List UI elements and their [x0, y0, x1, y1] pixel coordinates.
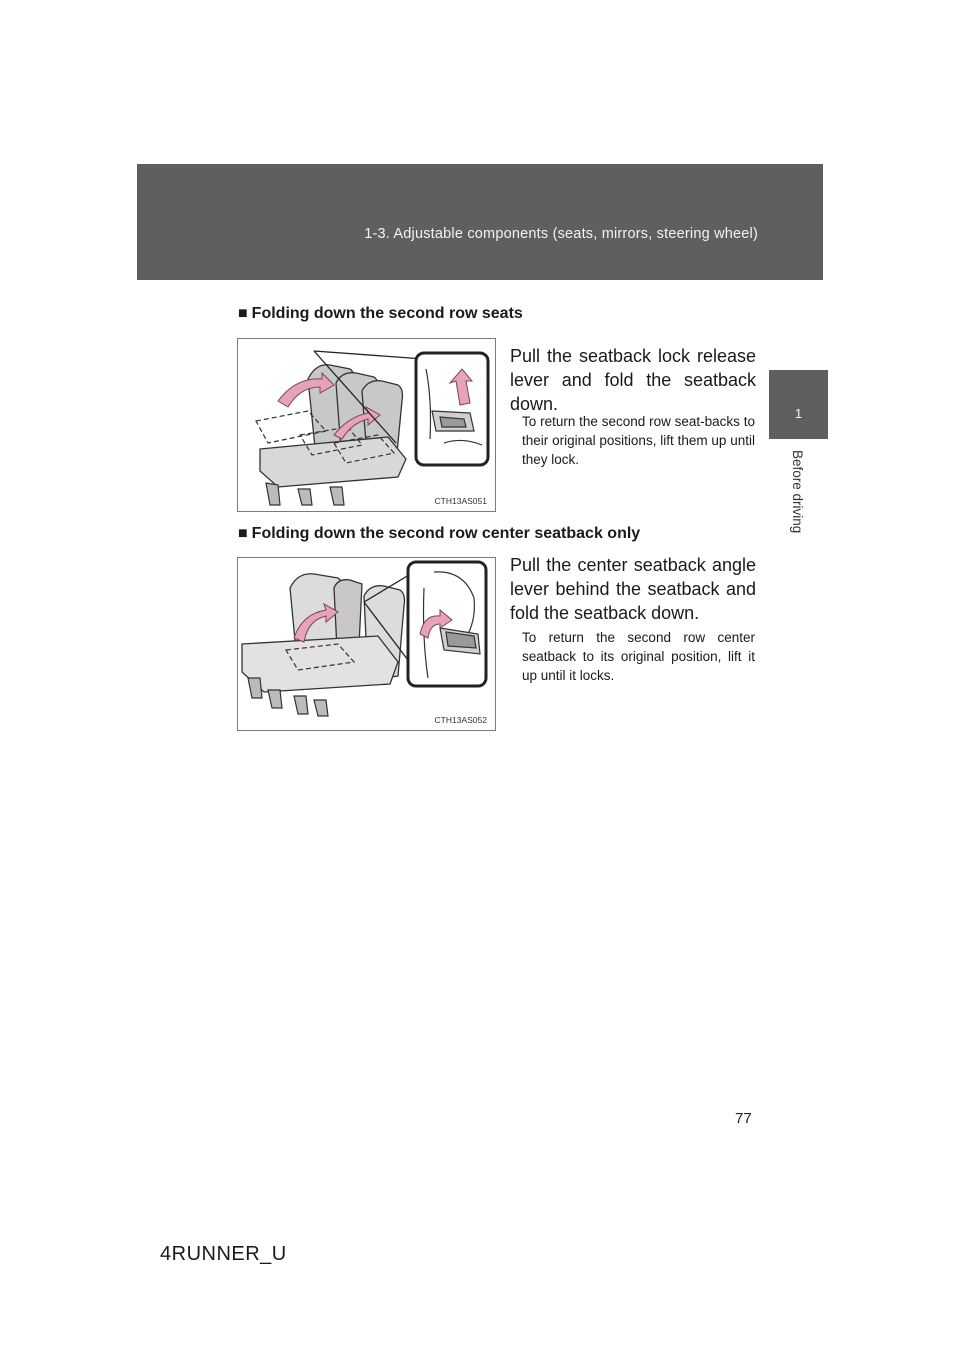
chapter-tab: [769, 370, 828, 439]
seat-fold-illustration: [238, 339, 495, 511]
header-band: [137, 164, 823, 280]
figure-code: CTH13AS052: [434, 715, 487, 725]
chapter-label: [791, 450, 807, 560]
figure-center-seatback-fold: [237, 557, 496, 731]
figure-second-row-fold: [237, 338, 496, 512]
bullet-square-icon: ■: [238, 525, 248, 542]
page-number: 77: [735, 1110, 752, 1127]
note-text-1: To return the second row seat-backs to their original positions, lift them up until they lock.: [522, 414, 755, 467]
bullet-square-icon: ■: [238, 305, 248, 322]
instruction-text-1: Pull the seatback lock release lever and fold the seatback down.: [510, 346, 756, 414]
note-text-2: To return the second row center seatback to its original position, lift it up until it locks.: [522, 630, 755, 683]
footer-code: 4RUNNER_U: [160, 1243, 287, 1265]
instruction-text-2: Pull the center seatback angle lever behind the seatback and fold the seatback down.: [510, 555, 756, 623]
figure-code: CTH13AS051: [434, 496, 487, 506]
section-heading-1: [238, 305, 523, 323]
section-heading-2: [238, 525, 640, 543]
section-title: 1-3. Adjustable components (seats, mirrors, steering wheel): [364, 226, 758, 242]
section-heading-text: Folding down the second row center seatback only: [251, 525, 641, 542]
section-heading-text: Folding down the second row seats: [251, 305, 523, 322]
chapter-label-text: Before driving: [790, 450, 805, 534]
center-seatback-illustration: [238, 558, 495, 730]
chapter-number: 1: [794, 406, 803, 421]
